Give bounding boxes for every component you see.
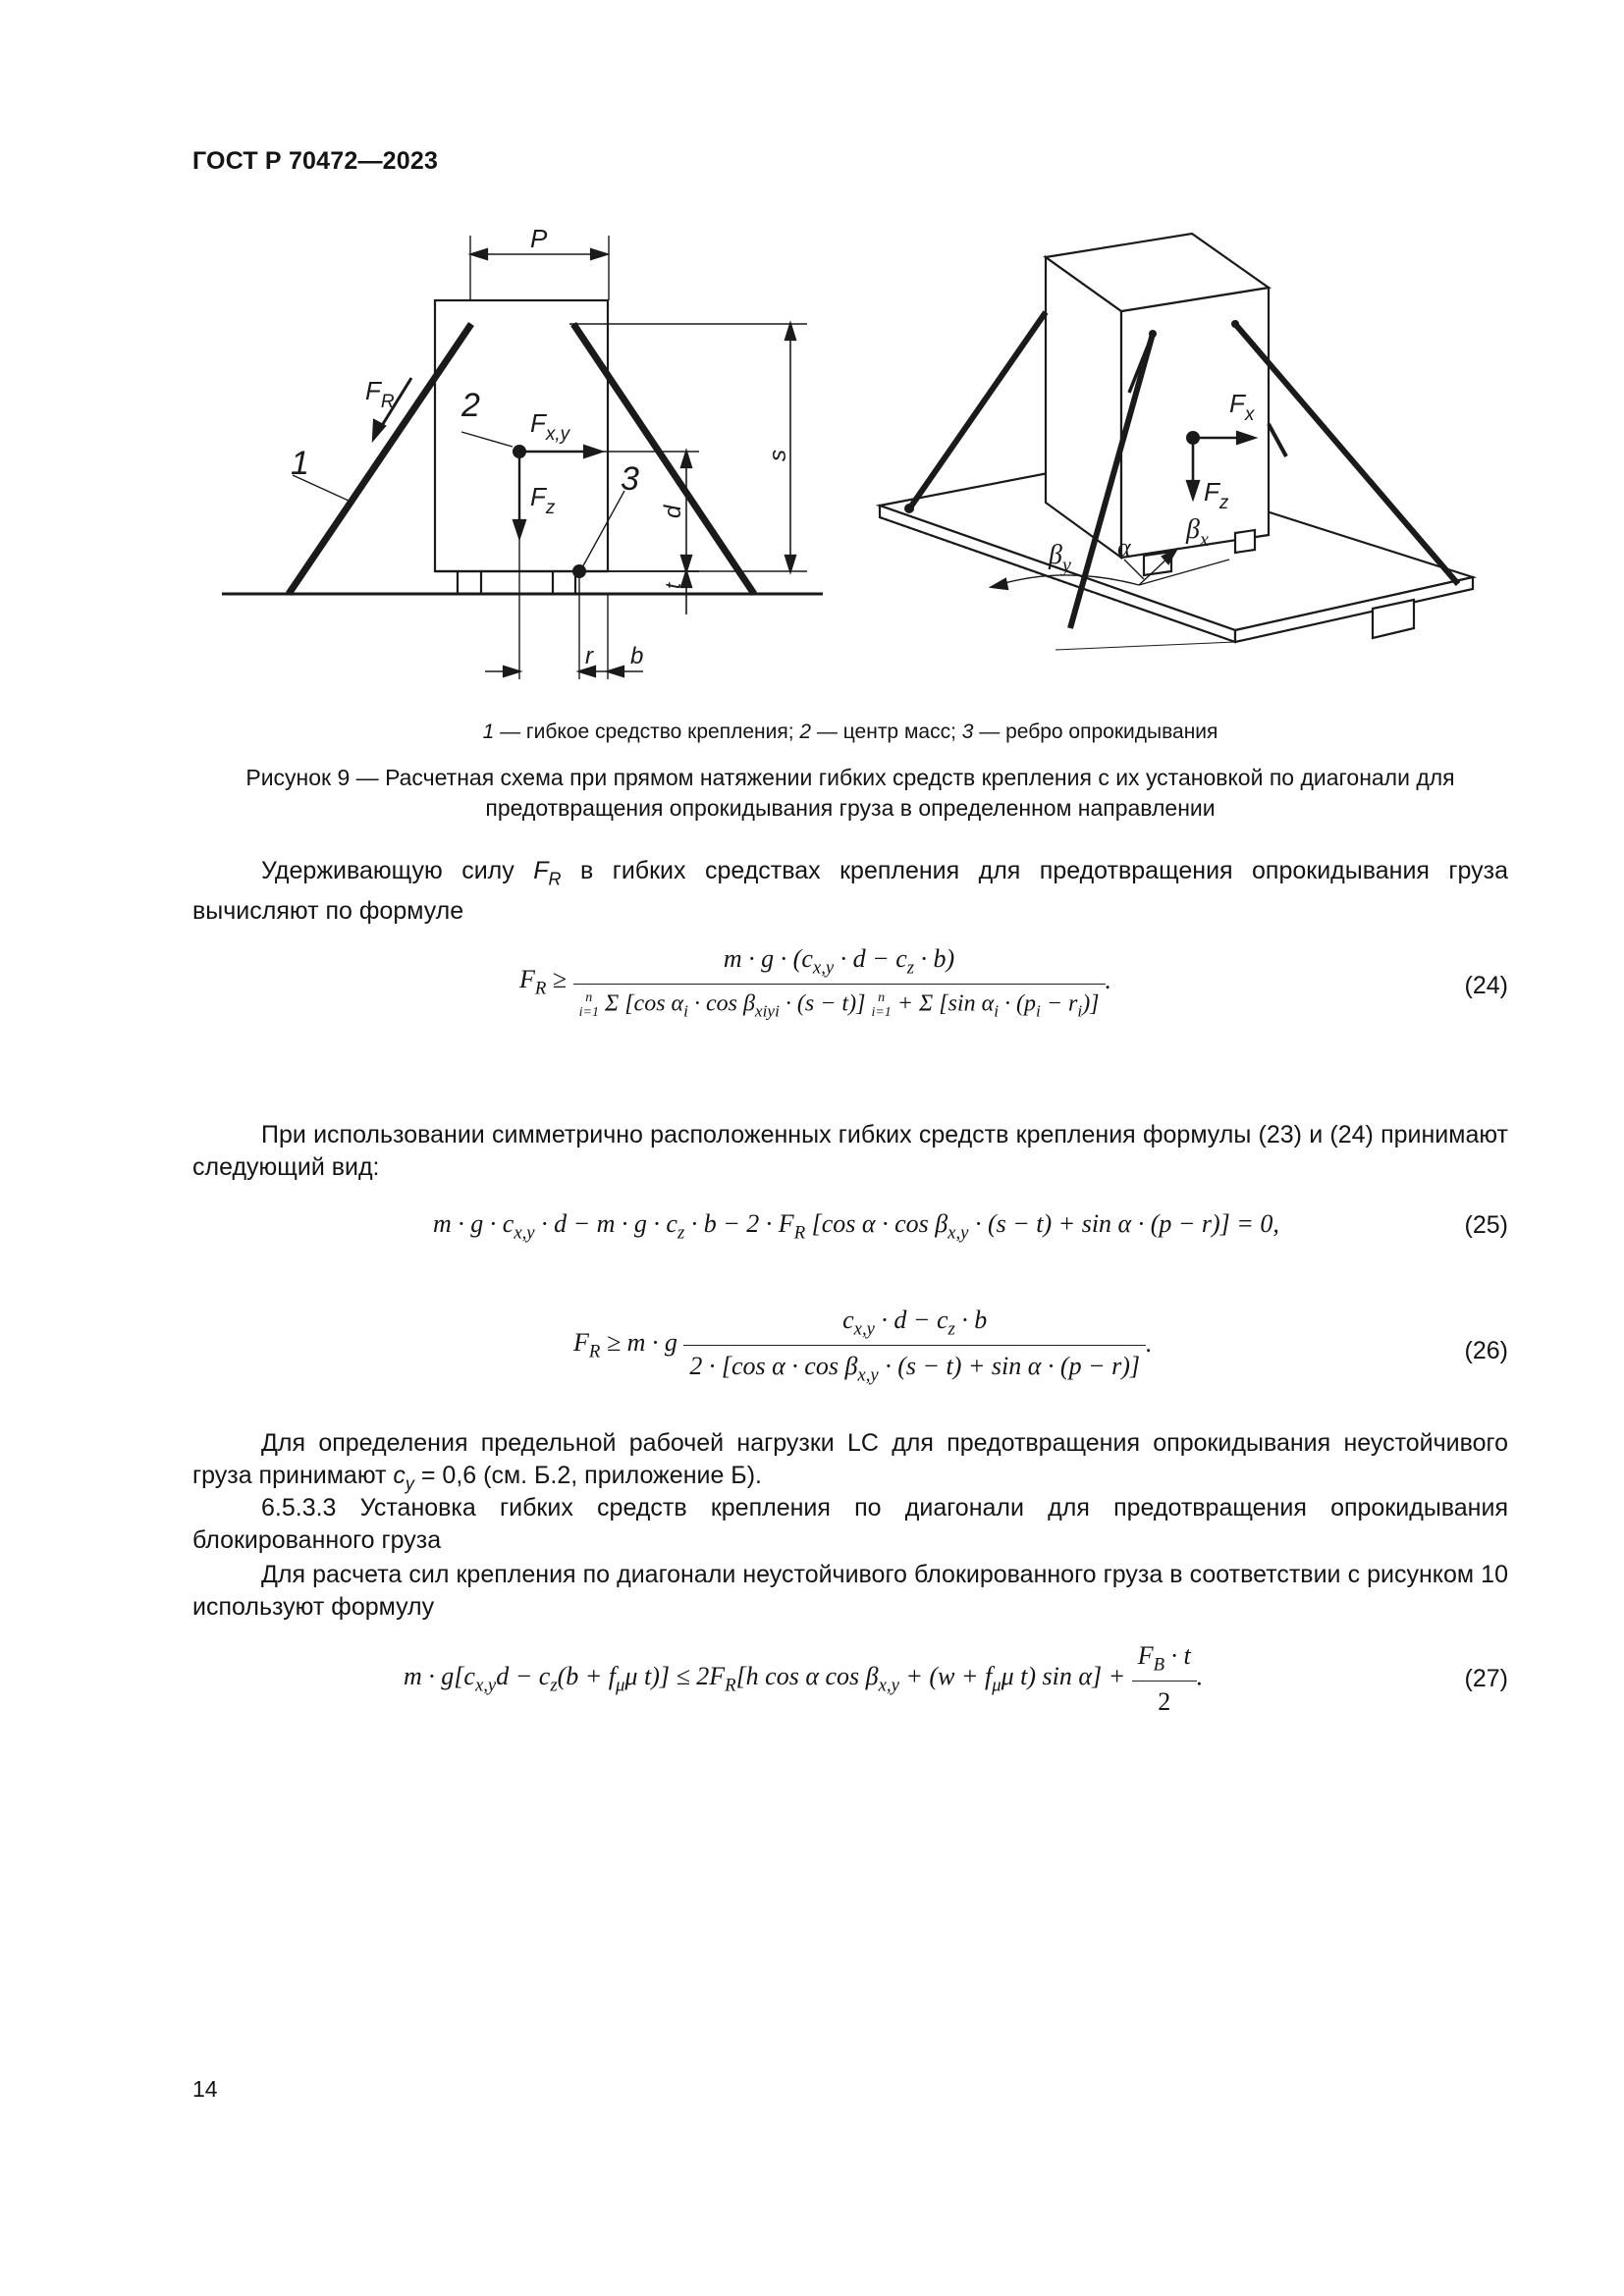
label-d: d — [660, 505, 686, 518]
label-betay-main: β — [1049, 540, 1062, 570]
document-header: ГОСТ Р 70472—2023 — [192, 147, 439, 175]
equation-24: $F_R$ ≥ $m \cdot g \cdot (c_{x,y} \cdot d - c_z \cdot b)$ n i=1 Σ [cos $\alpha_i \cdot \cos \beta_{xiyi} \cdot (s - t)$] n i=1 + Σ [sin $\alpha_i \cdot (p_i - r_i)$] . (24) — [519, 944, 1508, 1021]
label-n2: 2 — [461, 387, 480, 424]
paragraph-4: 6.5.3.3 Установка гибких средств крепления по диагонали для предотвращения опрокидывания блокированного груза — [192, 1494, 1508, 1554]
label-fxy-main: F — [530, 408, 546, 438]
label-fz2-main: F — [1204, 477, 1219, 507]
label-betax-main: β — [1186, 514, 1200, 545]
figure-legend: 1 — гибкое средство крепления; 2 — центр масс; 3 — ребро опрокидывания — [482, 721, 1218, 743]
label-fr-sub: R — [380, 392, 395, 412]
label-s: s — [765, 450, 791, 461]
label-t: t — [661, 582, 685, 589]
label-b: b — [630, 643, 644, 669]
page-number: 14 — [192, 2076, 218, 2102]
paragraph-5: Для расчета сил крепления по диагонали неустойчивого блокированного груза в соответствии с рисунком 10 используют формулу — [192, 1561, 1508, 1621]
lashing-right — [573, 324, 754, 594]
equation-25-number: (25) — [1464, 1211, 1508, 1239]
label-fr-main: F — [365, 376, 381, 405]
equation-26: $F_R \ge m \cdot g$ $\frac{c_{x,y} \cdot d - c_z \cdot b}{2 \cdot [\cos \alpha \cdot \cos \beta_{x,y} \cdot (s - t) + \sin \alpha \cdot (p - r)]}$ . (26) — [573, 1306, 1508, 1386]
equation-27: $m \cdot g[c_{x,y}d - c_z(b + f_\mu\mu$ $t)] \le 2F_R[h$ cos α $\cos \beta_{x,y} + (w + f_\mu\mu$ t) sin α] + $\frac{F_B \cdot t}{2}$ . (27) — [404, 1641, 1508, 1716]
label-alpha: α — [1117, 533, 1131, 561]
figure-caption: Рисунок 9 — Расчетная схема при прямом натяжении гибких средств крепления с их установкой по диагонали для предотвращения опрокидывания груза в определенном направлении — [245, 765, 1455, 821]
label-betay-sub: y — [1061, 555, 1071, 576]
svg-text:Fz — [530, 482, 556, 518]
equation-25: $m \cdot g \cdot c_{x,y} \cdot d - m \cdot g \cdot c_z \cdot b - 2 \cdot F_R$ [cos $\alpha \cdot \cos \beta_{x,y} \cdot (s - t) + \sin \alpha \cdot (p - r)] = 0$, (25) — [433, 1209, 1508, 1244]
label-n3: 3 — [621, 460, 639, 498]
svg-text:Fx,y — [530, 408, 571, 445]
equation-27-number: (27) — [1464, 1665, 1508, 1692]
label-fxy-sub: x,y — [545, 424, 570, 445]
label-fz2-sub: z — [1218, 493, 1229, 513]
label-fx-sub: x — [1244, 404, 1255, 425]
label-fz-main: F — [530, 482, 546, 511]
equation-24-number: (24) — [1464, 972, 1508, 999]
label-betax-sub: x — [1199, 529, 1209, 551]
paragraph-1: Удерживающую силу $F_R$ в гибких средствах крепления для предотвращения опрокидывания груза вычисляют по формуле — [192, 857, 1509, 926]
equation-26-number: (26) — [1464, 1337, 1508, 1364]
label-n1: 1 — [291, 445, 309, 482]
svg-text:FR — [365, 376, 395, 412]
label-fz-sub: z — [545, 498, 556, 518]
paragraph-2: При использовании симметрично расположенных гибких средств крепления формулы (23) и (24) принимают следующий вид: — [192, 1121, 1508, 1181]
paragraph-3: Для определения предельной рабочей нагрузки LC для предотвращения опрокидывания неустойчивого груза принимают $c_y = 0,6$ (см. Б.2, приложение Б). — [192, 1429, 1508, 1494]
figure-9-diagram — [0, 0, 1624, 726]
lashing-left — [289, 324, 471, 594]
label-fx-main: F — [1229, 389, 1245, 418]
label-r: r — [585, 643, 593, 669]
label-p: P — [530, 224, 548, 253]
